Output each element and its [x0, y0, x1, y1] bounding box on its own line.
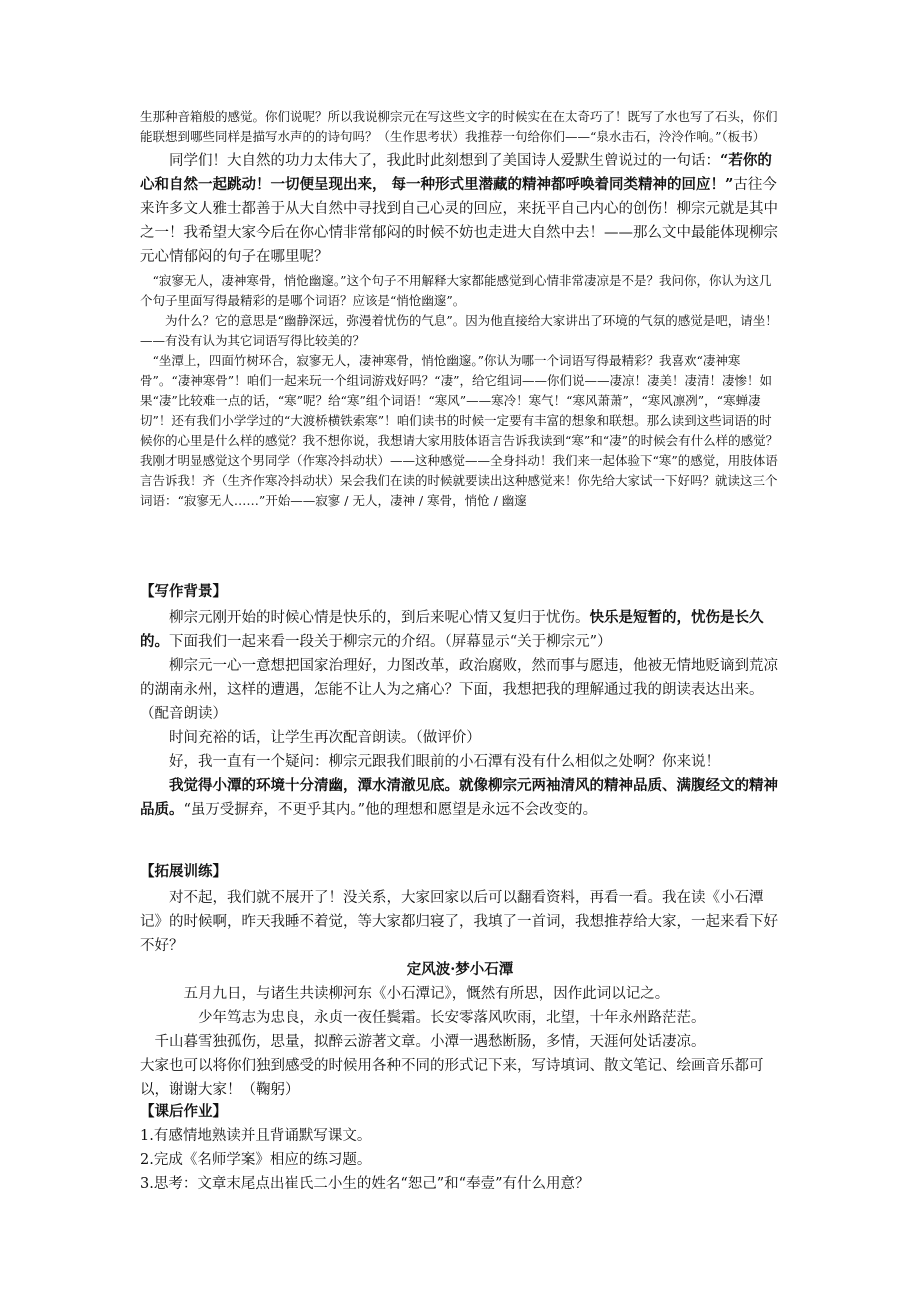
emerson-quote: “若你的心和自然一起跳动！一切便呈现出来， 每一种形式里潜藏的精神都呼唤着同类精神的回应！” [140, 152, 772, 193]
paragraph-text: 下面我们一起来看一段关于柳宗元的介绍。（屏幕显示“关于柳宗元”） [169, 634, 612, 650]
homework-section [140, 1100, 780, 1196]
paragraph-text: 柳宗元刚开始的时候心情是快乐的，到后来呢心情又复归于忧伤。 [169, 610, 590, 626]
homework-item: 3.思考：文章末尾点出崔氏二小生的姓名“恕己”和“奉壹”有什么用意？ [140, 1176, 590, 1192]
homework-item: 2.完成《名师学案》相应的练习题。 [140, 1152, 372, 1168]
extension-section [140, 860, 780, 1102]
section-heading-extension: 【拓展训练】 [140, 863, 227, 880]
homework-item: 1.有感情地熟读并且背诵默写课文。 [140, 1128, 372, 1144]
paragraph-text: “虽万受摒弃，不更乎其内。”他的理想和愿望是永远不会改变的。 [183, 802, 598, 818]
extension-paragraph: 对不起，我们就不展开了！没关系，大家回家以后可以翻看资料，再看一看。我在读《小石潭记》的时候啊，昨天我睡不着觉，等大家都归寝了，我填了一首词，我想推荐给大家，一起来看下好不好？ [140, 890, 778, 954]
paragraph-text: 古往今来许多文人雅士都善于从大自然中寻找到自己心灵的回应，来抚平自己内心的创伤！柳宗元就是其中之一！我希望大家今后在你心情非常郁闷的时候不妨也走进大自然中去！——那么文中最能体现柳宗元心情郁闷的句子在哪里呢？ [140, 177, 778, 265]
lesson-paragraph: 生那种音箱般的感觉。你们说呢？所以我说柳宗元在写这些文字的时候实在在太奇巧了！既写了水也写了石头，你们能联想到哪些同样是描写水声的的诗句吗？（生作思考状）我推荐一句给你们——“泉水击石，泠泠作响。”（板书） [140, 109, 778, 144]
background-paragraph: 柳宗元一心一意想把国家治理好，力图改革，政治腐败，然而事与愿违，他被无情地贬谪到荒凉的湖南永州，这样的遭遇，怎能不让人为之痛心？下面，我想把我的理解通过我的朗读表达出来。（配音朗读） [140, 658, 778, 722]
section-heading-background: 【写作背景】 [140, 583, 227, 600]
bold-phrase: 快乐是短暂的，忧伤是长久的。 [140, 609, 764, 650]
lesson-paragraph: 为什么？它的意思是“幽静深远，弥漫着忧伤的气息”。因为他直接给大家讲出了环境的气氛的感觉是吧，请坐！——有没有认为其它词语写得比较美的？ [140, 313, 778, 348]
lesson-paragraph: “坐潭上，四面竹树环合，寂寥无人，凄神寒骨，悄怆幽邃。”你认为哪一个词语写得最精彩？我喜欢“凄神寒骨”。“凄神寒骨”！咱们一起来玩一个组词游戏好吗？“凄”，给它组词——你们说——凄凉！凄美！凄清！凄惨！如果“凄”比较难一点的话，“寒”呢？给“寒”组个词语！“寒风”——寒冷！寒气！“寒风萧萧”，“寒风凛冽”，“寒蝉凄切”！还有我们小学学过的“大渡桥横铁索寒”！咱们读书的时候一定要有丰富的想象和联想。那么读到这些词语的时候你的心里是什么样的感觉？我不想你说，我想请大家用肢体语言告诉我读到“寒”和“凄”的时候会有什么样的感觉？我刚才明显感觉这个男同学（作寒冷抖动状）——这种感觉——全身抖动！我们来一起体验下“寒”的感觉，用肢体语言告诉我！齐（生齐作寒冷抖动状）呆会我们在读的时候就要读出这种感觉来！你先给大家试一下好吗？就读这三个词语：“寂寥无人……”开始——寂寥 / 无人，凄神 / 寒骨，悄怆 / 幽邃 [140, 353, 779, 508]
emerson-paragraph [140, 149, 780, 269]
background-paragraph: 时间充裕的话，让学生再次配音朗读。（做评价） [169, 730, 481, 746]
background-section [140, 580, 780, 822]
bold-phrase: 我觉得小潭的环境十分清幽，潭水清澈见底。就像柳宗元两袖清风的精神品质、满腹经文的精神品质。 [140, 777, 778, 818]
extension-closing: 大家也可以将你们独到感受的时候用各种不同的形式记下来，写诗填词、散文笔记、绘画音乐都可以，谢谢大家！（鞠躬） [140, 1058, 764, 1098]
poem-preface: 五月九日，与诸生共读柳河东《小石潭记》，慨然有所思，因作此词以记之。 [183, 986, 670, 1002]
lesson-paragraph: “寂寥无人，凄神寒骨，悄怆幽邃。”这个句子不用解释大家都能感觉到心情非常凄凉是不是？我问你，你认为这几个句子里面写得最精彩的是哪个词语？应该是“悄怆幽邃”。 [140, 273, 772, 308]
paragraph-text: 同学们！大自然的功力太伟大了，我此时此刻想到了美国诗人爱默生曾说过的一句话： [169, 153, 720, 169]
poem-line: 少年笃志为忠良，永贞一夜任鬓霜。长安零落风吹雨，北望，十年永州路茫茫。 [198, 1010, 706, 1026]
section-heading-homework: 【课后作业】 [140, 1103, 227, 1120]
poem-title: 定风波·梦小石潭 [406, 961, 514, 978]
poem-line: 千山暮雪独孤伤，思量，拟醉云游著文章。小潭一遇愁断肠，多情，天涯何处话凄凉。 [154, 1034, 706, 1050]
background-paragraph [140, 774, 780, 822]
background-paragraph [140, 606, 780, 654]
background-paragraph: 好，我一直有一个疑问：柳宗元跟我们眼前的小石潭有没有什么相似之处啊？你来说！ [169, 754, 720, 770]
lesson-section [140, 107, 780, 511]
